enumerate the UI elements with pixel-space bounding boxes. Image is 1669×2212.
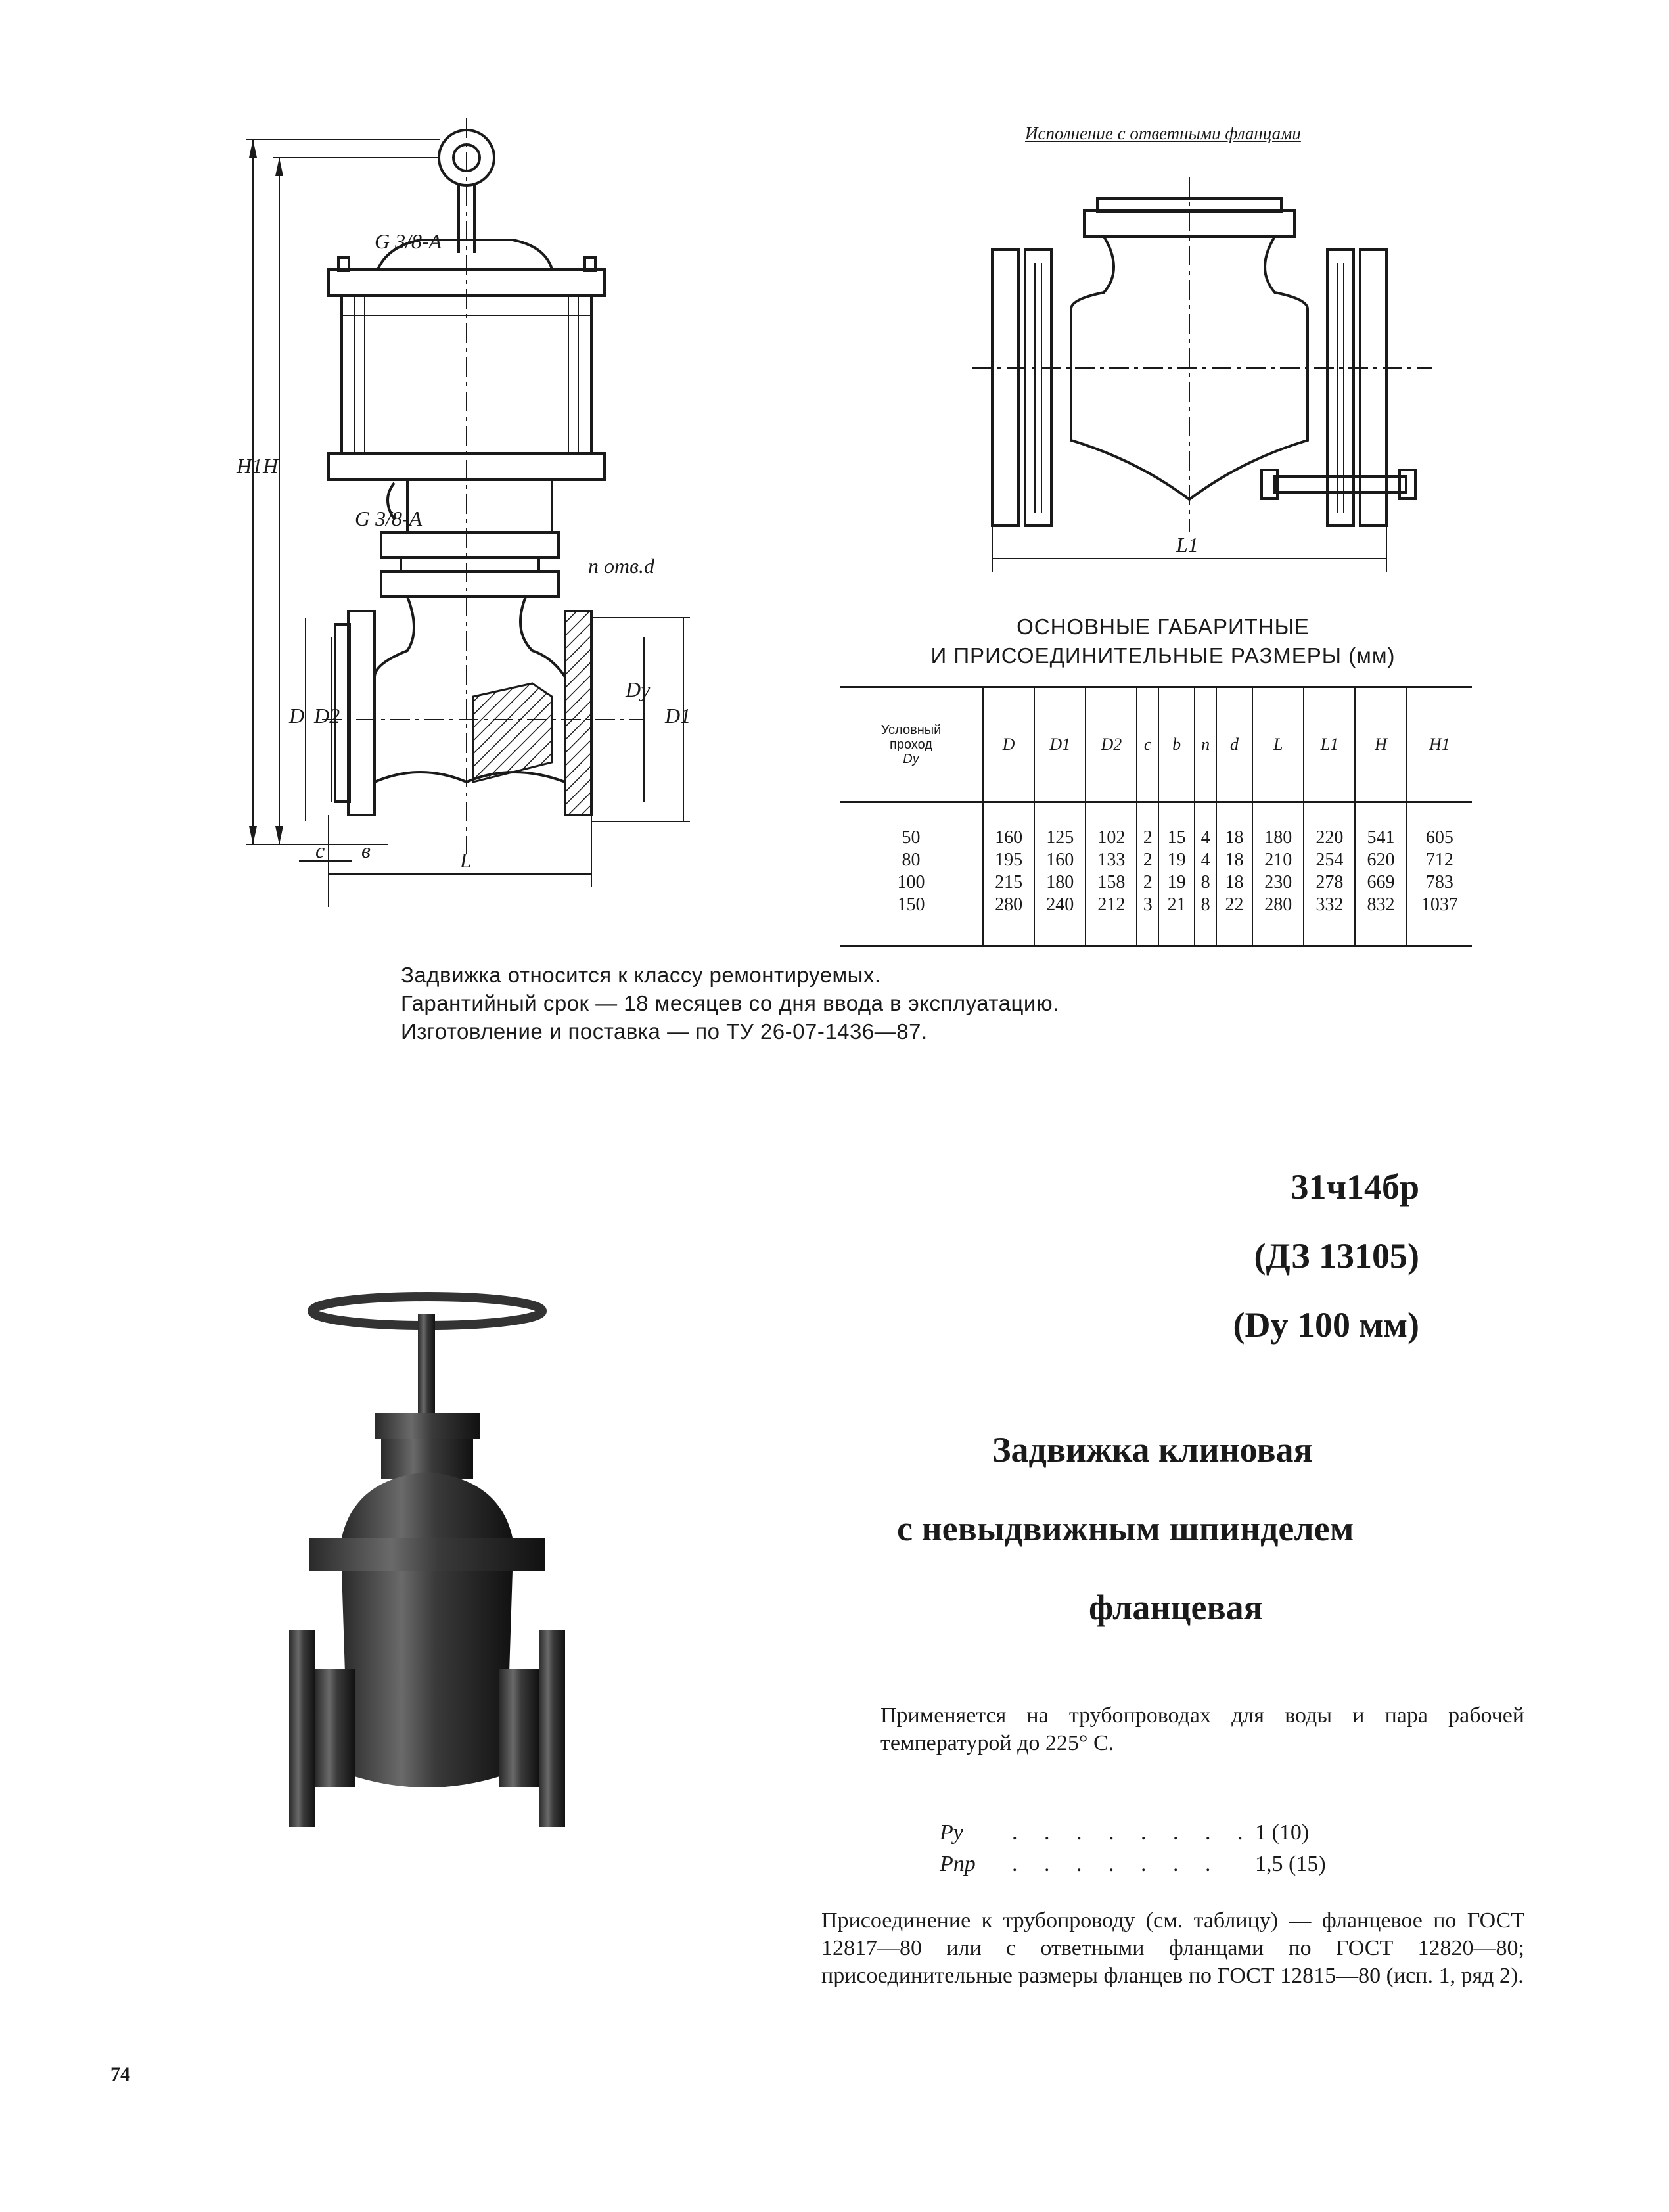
label-D2: D2 — [314, 704, 340, 727]
param-test-pressure — [940, 1852, 1326, 1877]
table-cell: 125 — [1034, 802, 1086, 850]
label-D: D — [289, 704, 305, 727]
label-L1: L1 — [1176, 533, 1199, 557]
table-cell: 280 — [1252, 894, 1304, 946]
label-H1: H1 — [237, 454, 263, 478]
table-title-line1: ОСНОВНЫЕ ГАБАРИТНЫЕ — [1017, 614, 1310, 639]
header-col: D1 — [1034, 687, 1086, 802]
table-cell: 210 — [1252, 849, 1304, 871]
table-row — [840, 871, 1472, 894]
label-H: H — [263, 454, 279, 478]
header-col: d — [1216, 687, 1252, 802]
model-alt-code: (ДЗ 13105) — [1254, 1236, 1419, 1276]
dimensions-table — [840, 686, 1472, 947]
table-cell: 620 — [1355, 849, 1406, 871]
table-cell: 19 — [1158, 849, 1195, 871]
header-col: c — [1137, 687, 1158, 802]
header-col: D2 — [1086, 687, 1137, 802]
table-cell: 212 — [1086, 894, 1137, 946]
table-row — [840, 849, 1472, 871]
label-Dy: Dу — [626, 678, 651, 701]
header-col: H — [1355, 687, 1406, 802]
label-c: c — [315, 839, 325, 862]
header-col: L — [1252, 687, 1304, 802]
table-cell: 240 — [1034, 894, 1086, 946]
model-nominal-bore: (Dу 100 мм) — [1233, 1305, 1419, 1345]
label-holes: n отв.d — [588, 554, 654, 578]
product-title-line1: Задвижка клиновая — [992, 1430, 1313, 1469]
param-value: 1 (10) — [1255, 1820, 1310, 1845]
param-value: 1,5 (15) — [1255, 1852, 1326, 1876]
table-cell: 15 — [1158, 802, 1195, 850]
connection-text: Присоединение к трубопроводу (см. таблицу) — фланцевое по ГОСТ 12817—80 или с ответными фланцами по ГОСТ 12820—80; присоединительные размеры фланцев по ГОСТ 12815—80 (исп. 1, ряд 2). — [821, 1908, 1524, 1988]
product-title-line2: с невыдвижным шпинделем — [897, 1509, 1354, 1548]
table-cell-bore: 50 — [902, 827, 921, 848]
table-row — [840, 894, 1472, 946]
table-title-line2: И ПРИСОЕДИНИТЕЛЬНЫЕ РАЗМЕРЫ (мм) — [930, 643, 1396, 668]
table-cell: 160 — [1034, 849, 1086, 871]
param-nominal-pressure — [940, 1820, 1309, 1845]
table-cell: 278 — [1304, 871, 1355, 894]
table-cell: 158 — [1086, 871, 1137, 894]
table-cell: 783 — [1407, 871, 1472, 894]
table-cell: 332 — [1304, 894, 1355, 946]
table-cell: 254 — [1304, 849, 1355, 871]
param-leader: . . . . . . . — [1012, 1852, 1222, 1876]
table-cell-bore: 150 — [840, 894, 983, 946]
table-row — [840, 802, 1472, 850]
table-cell: 180 — [1252, 802, 1304, 850]
usage-text: Применяется на трубопроводах для воды и пара рабочей температурой до 225° С. — [880, 1703, 1524, 1755]
model-code: 31ч14бр — [1291, 1167, 1419, 1207]
table-cell: 215 — [983, 871, 1034, 894]
table-cell: 1037 — [1407, 894, 1472, 946]
table-cell: 712 — [1407, 849, 1472, 871]
table-cell: 605 — [1407, 802, 1472, 850]
table-cell: 195 — [983, 849, 1034, 871]
page-number: 74 — [110, 2063, 130, 2085]
header-nominal-bore: Условный проход Dу — [840, 687, 983, 802]
table-cell: 832 — [1355, 894, 1406, 946]
table-cell: 18 — [1216, 871, 1252, 894]
note-manufacture: Изготовление и поставка — по ТУ 26-07-1436—87. — [401, 1019, 928, 1044]
table-cell: 8 — [1195, 871, 1216, 894]
valve-photo — [289, 1275, 591, 1906]
header-col: b — [1158, 687, 1195, 802]
label-D1: D1 — [665, 704, 691, 727]
notes-block — [401, 961, 1059, 1046]
note-warranty: Гарантийный срок — 18 месяцев со дня ввода в эксплуатацию. — [401, 991, 1059, 1015]
table-cell: 3 — [1137, 894, 1158, 946]
header-col: L1 — [1304, 687, 1355, 802]
label-b: в — [361, 839, 371, 862]
valve-drawing-counter-flanges — [972, 177, 1432, 585]
table-cell: 2 — [1137, 802, 1158, 850]
table-cell: 4 — [1195, 849, 1216, 871]
label-L: L — [460, 848, 472, 872]
table-cell: 160 — [983, 802, 1034, 850]
table-cell: 4 — [1195, 802, 1216, 850]
table-cell: 180 — [1034, 871, 1086, 894]
table-cell: 669 — [1355, 871, 1406, 894]
table-cell: 102 — [1086, 802, 1137, 850]
table-cell-bore: 80 — [902, 850, 921, 870]
table-title — [854, 612, 1472, 670]
table-cell: 21 — [1158, 894, 1195, 946]
header-col: n — [1195, 687, 1216, 802]
valve-drawing-section — [223, 105, 710, 907]
table-cell: 2 — [1137, 849, 1158, 871]
table-cell: 280 — [983, 894, 1034, 946]
table-cell: 220 — [1304, 802, 1355, 850]
header-col: H1 — [1407, 687, 1472, 802]
table-body — [840, 802, 1472, 946]
param-leader: . . . . . . . . — [1012, 1820, 1254, 1845]
label-thread-top: G 3/8-A — [375, 229, 442, 253]
counter-flange-caption: Исполнение с ответными фланцами — [1025, 124, 1301, 143]
param-symbol: Pпр — [940, 1852, 976, 1876]
table-cell: 230 — [1252, 871, 1304, 894]
header-col: D — [983, 687, 1034, 802]
table-cell: 133 — [1086, 849, 1137, 871]
note-repairable: Задвижка относится к классу ремонтируемых. — [401, 963, 881, 987]
table-cell: 541 — [1355, 802, 1406, 850]
table-cell: 8 — [1195, 894, 1216, 946]
table-cell: 22 — [1216, 894, 1252, 946]
table-cell: 2 — [1137, 871, 1158, 894]
table-cell-bore: 100 — [897, 872, 925, 892]
label-thread-side: G 3/8-A — [355, 507, 423, 530]
product-title-line3: фланцевая — [1089, 1588, 1263, 1627]
table-cell: 18 — [1216, 802, 1252, 850]
table-cell: 19 — [1158, 871, 1195, 894]
table-cell: 18 — [1216, 849, 1252, 871]
table-header-row — [840, 687, 1472, 802]
param-symbol: Pу — [940, 1820, 963, 1845]
